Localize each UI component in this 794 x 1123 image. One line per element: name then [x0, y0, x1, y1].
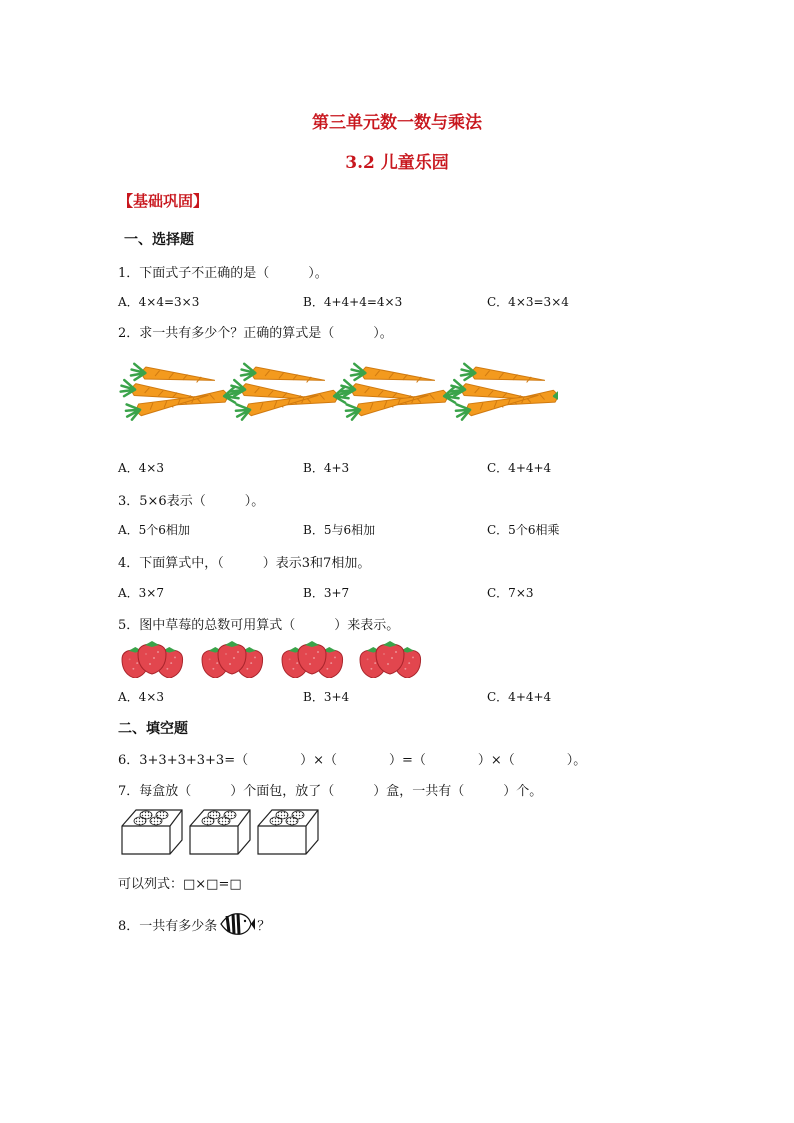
- q3-option-a: A．5个6相加: [118, 523, 190, 537]
- question-2: 2．求一共有多少个？正确的算式是（ ）。: [118, 326, 393, 341]
- strawberries-picture: [118, 640, 428, 678]
- question-3: 3．5×6表示（ ）。: [118, 494, 265, 509]
- q5-option-a: A．4×3: [118, 690, 164, 704]
- strawberry-icon: [360, 641, 421, 678]
- q8-question-mark: ？: [257, 918, 271, 934]
- section-label: 【基础巩固】: [118, 192, 209, 210]
- bread-box-icon: [258, 810, 318, 854]
- carrots-picture: [118, 362, 558, 426]
- q4-option-a: A．3×7: [118, 586, 164, 600]
- page-title: 第三单元数一数与乘法: [312, 113, 482, 133]
- q3-option-b: B．5与6相加: [303, 523, 376, 537]
- question-7: 7．每盒放（ ）个面包，放了（ ）盒，一共有（ ）个。: [118, 784, 543, 799]
- carrot-icon: [450, 364, 558, 421]
- strawberry-icon: [122, 641, 183, 678]
- q2-option-a: A．4×3: [118, 461, 164, 475]
- bread-box-icon: [122, 810, 182, 854]
- bread-box-icon: [190, 810, 250, 854]
- q1-option-c: C．4×3=3×4: [487, 295, 569, 309]
- page-subtitle: 3.2 儿童乐园: [345, 153, 449, 173]
- question-8: [118, 910, 270, 938]
- q4-option-c: C．7×3: [487, 586, 534, 600]
- q5-option-b: B．3+4: [303, 690, 350, 704]
- part2-heading: 二、填空题: [118, 721, 188, 737]
- q1-option-b: B．4+4+4=4×3: [303, 295, 403, 309]
- q5-option-c: C．4+4+4: [487, 690, 552, 704]
- question-4: 4．下面算式中，（ ）表示3和7相加。: [118, 556, 371, 571]
- question-5: 5．图中草莓的总数可用算式（ ）来表示。: [118, 618, 400, 633]
- carrot-icon: [120, 364, 239, 421]
- q2-option-b: B．4+3: [303, 461, 350, 475]
- question-6: 6．3+3+3+3+3=（ ）×（ ）=（ ）×（ ）。: [118, 753, 587, 768]
- bread-boxes-picture: [118, 808, 328, 858]
- carrot-icon: [230, 364, 349, 421]
- q8-text: 8．一共有多少条: [118, 918, 218, 934]
- question-1: 1．下面式子不正确的是（ ）。: [118, 266, 328, 281]
- fish-icon: [219, 910, 255, 938]
- q7-formula: 可以列式：□×□=□: [118, 877, 242, 892]
- q2-option-c: C．4+4+4: [487, 461, 552, 475]
- strawberry-icon: [282, 641, 343, 678]
- carrot-icon: [340, 364, 459, 421]
- strawberry-icon: [202, 641, 263, 678]
- q4-option-b: B．3+7: [303, 586, 350, 600]
- part1-heading: 一、选择题: [124, 232, 194, 248]
- q1-option-a: A．4×4=3×3: [118, 295, 200, 309]
- q3-option-c: C．5个6相乘: [487, 523, 560, 537]
